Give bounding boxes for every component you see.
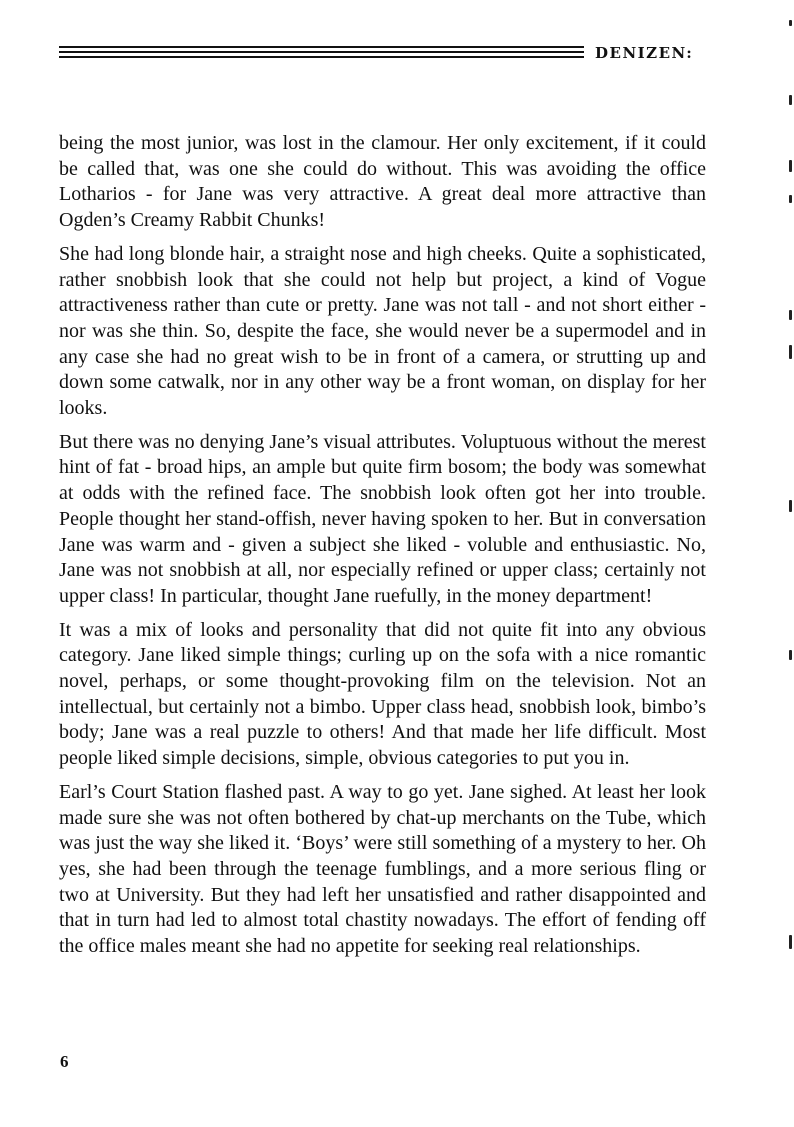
paragraph: being the most junior, was lost in the clamour. Her only excitement, if it could be called that, was one she could do without. This was avoiding the office Lotharios - for Jane was very attractive. A great deal more attractive than Ogden’s Creamy Rabbit Chunks! <box>59 132 706 232</box>
scan-mark <box>789 160 792 172</box>
running-head-title: DENIZEN: <box>595 44 694 62</box>
scan-mark <box>789 195 792 203</box>
scan-mark <box>789 935 792 949</box>
header-rule-lines <box>59 46 584 60</box>
paragraph: She had long blonde hair, a straight nose and high cheeks. Quite a sophisticated, rather snobbish look that she could not help but project, a kind of Vogue attractiveness rather than cute or pretty. Jane was not tall - and not short either - nor was she thin. So, despite the face, she would never be a supermodel and in any case she had no great wish to be in front of a camera, or strutting up and down some catwalk, nor in any other way be a front woman, on display for her looks. <box>59 242 706 420</box>
scan-mark <box>789 20 792 26</box>
scan-mark <box>789 650 792 660</box>
header-rule <box>59 46 584 48</box>
body-text <box>59 131 706 968</box>
paragraph: Earl’s Court Station flashed past. A way to go yet. Jane sighed. At least her look made sure she was not often bothered by chat-up merchants on the Tube, which was just the way she liked it. ‘Boys’ were still something of a mystery to her. Oh yes, she had been through the teenage fumblings, and a more serious fling or two at University. But they had left her unsatisfied and rather disappointed and that in turn had led to almost total chastity nowadays. The effort of fending off the office males meant she had no appetite for seeking real relationships. <box>59 780 706 958</box>
scan-edge-marks <box>784 0 794 1127</box>
scan-mark <box>789 500 792 512</box>
scan-mark <box>789 95 792 105</box>
paragraph: It was a mix of looks and personality that did not quite fit into any obvious category. Jane liked simple things; curling up on the sofa with a nice romantic novel, perhaps, or some thought-provoking film on the television. Not an intellectual, but certainly not a bimbo. Upper class head, snobbish look, bimbo’s body; Jane was a real puzzle to others! And that made her life difficult. Most people liked simple decisions, simple, obvious categories to put you in. <box>59 618 706 770</box>
scan-mark <box>789 345 792 359</box>
header-rule <box>59 56 584 58</box>
scan-mark <box>789 310 792 320</box>
paragraph: But there was no denying Jane’s visual attributes. Voluptuous without the merest hint of fat - broad hips, an ample but quite firm bosom; the body was somewhat at odds with the refined face. The snobbish look often got her into trouble. People thought her stand-offish, never having spoken to her. But in conversation Jane was warm and - given a subject she liked - voluble and enthusiastic. No, Jane was not snobbish at all, nor especially refined or upper class; certainly not upper class! In particular, thought Jane ruefully, in the money department! <box>59 430 706 607</box>
page-number: 6 <box>60 1052 69 1071</box>
header-rule <box>59 51 584 53</box>
